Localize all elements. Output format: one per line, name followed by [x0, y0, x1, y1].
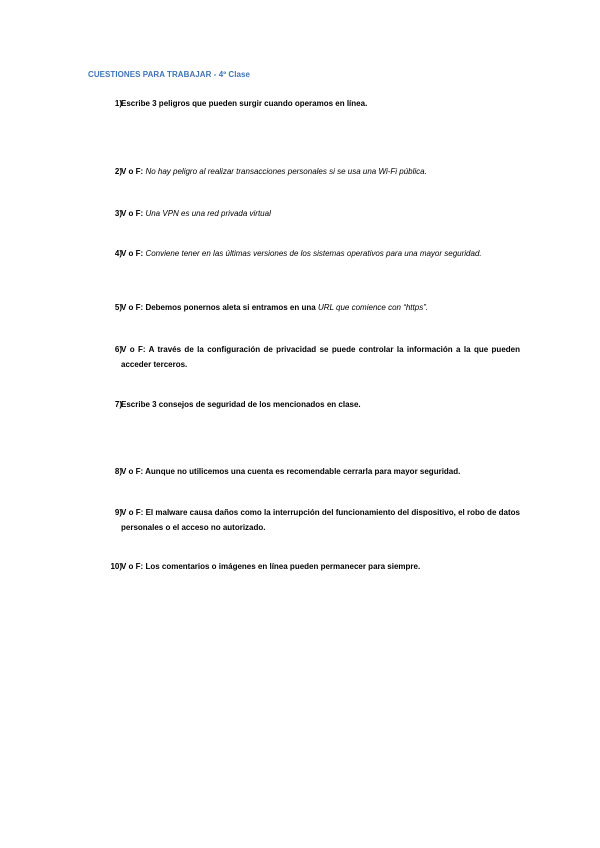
question-statement: No hay peligro al realizar transacciones personales si se usa una Wi-Fi pública.: [145, 167, 427, 176]
question-number: 1): [114, 99, 122, 108]
question-text: Escribe 3 consejos de seguridad de los mencionados en clase.: [121, 400, 361, 409]
question-prefix: V o F:: [121, 209, 144, 218]
question-number: 5): [114, 303, 122, 312]
question-text: Escribe 3 peligros que pueden surgir cuando operamos en línea.: [121, 99, 368, 108]
question-statement: URL que comience con “https”.: [317, 303, 429, 312]
question-text: V o F: El malware causa daños como la interrupción del funcionamiento del dispositivo, el robo de datos personales o el acceso no autorizado.: [121, 508, 520, 532]
question-text: V o F: Los comentarios o imágenes en línea pueden permanecer para siempre.: [121, 562, 421, 571]
question-number: 7): [114, 400, 122, 409]
question-2: [88, 164, 520, 179]
question-9: [88, 505, 520, 535]
question-text: V o F: A través de la configuración de privacidad se puede controlar la información a la que pueden acceder terceros.: [121, 345, 520, 369]
question-3: [88, 206, 520, 221]
question-10: [88, 559, 520, 574]
question-number: 9): [114, 508, 122, 517]
question-prefix: V o F:: [121, 167, 144, 176]
question-number: 4): [114, 249, 122, 258]
question-prefix: V o F: Debemos ponernos aleta si entramos en una: [121, 303, 316, 312]
question-number: 10): [110, 562, 122, 571]
question-8: [88, 464, 520, 479]
question-number: 6): [114, 345, 122, 354]
question-1: [88, 96, 520, 111]
question-statement: Una VPN es una red privada virtual: [145, 209, 271, 218]
page-title: CUESTIONES PARA TRABAJAR - 4º Clase: [88, 70, 251, 79]
question-prefix: V o F:: [121, 249, 144, 258]
question-number: 3): [114, 209, 122, 218]
question-text: V o F: Aunque no utilicemos una cuenta es recomendable cerrarla para mayor seguridad.: [121, 467, 461, 476]
question-6: [88, 342, 520, 372]
question-5: [88, 300, 520, 315]
question-number: 8): [114, 467, 122, 476]
question-number: 2): [114, 167, 122, 176]
question-statement: Conviene tener en las últimas versiones de los sistemas operativos para una mayor seguridad.: [145, 249, 482, 258]
question-7: [88, 397, 520, 412]
question-4: [88, 246, 520, 261]
